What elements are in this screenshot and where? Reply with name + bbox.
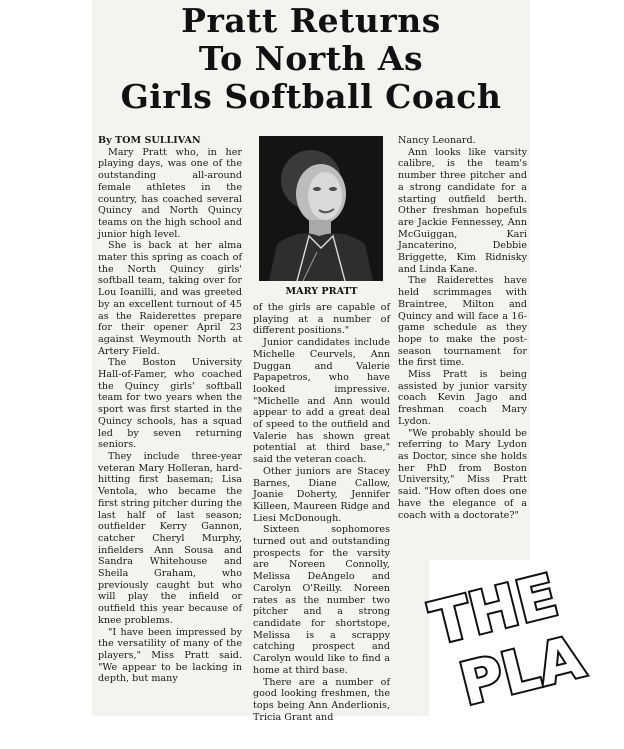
ad-lettering — [423, 560, 591, 719]
paragraph: of the girls are capable of playing at a number of different positions." — [253, 302, 390, 337]
paragraph: The Boston University Hall-of-Famer, who coached the Quincy girls' softball team for two years when the sport was first started in the Quincy schools, has a squad led by seven returning seniors. — [98, 357, 242, 451]
portrait-photo — [259, 136, 383, 281]
paragraph: Ann looks like varsity calibre, is the team's number three pitcher and a strong candidate for a starting outfield berth. Other freshman hopefuls are Jackie Fennessey, Ann McGuiggan, Kari Jancaterino, Debbie Briggette, Kim Ridnisky and Linda Kane. — [398, 146, 527, 275]
ad-word-1: THE — [423, 561, 565, 658]
paragraph: Mary Pratt who, in her playing days, was one of the outstanding all-around female athletes in the country, has coached several Quincy and North Quincy teams on the high school and junior high level. — [98, 146, 242, 240]
article-column-2 — [253, 302, 390, 723]
paragraph: There are a number of good looking freshmen, the tops being Ann Anderlionis, Tricia Grant and — [253, 676, 390, 723]
paragraph: Miss Pratt is being assisted by junior varsity coach Kevin Jago and freshman coach Mary Lydon. — [398, 369, 527, 427]
headline-line: To North As — [198, 39, 424, 78]
paragraph: The Raiderettes have held scrimmages with Braintree, Milton and Quincy and will face a 16-game schedule as they hope to make the post-season tournament for the first time. — [398, 275, 527, 369]
paragraph: She is back at her alma mater this spring as coach of the North Quincy girls' softball team, taking over for Lou Ioanilli, and was greeted by an excellent turnout of 45 as the Raiderettes prepare for their opener April 23 against Weymouth North at Artery Field. — [98, 240, 242, 357]
paragraph: "I have been impressed by the versatility of many of the players," Miss Pratt said. "We appear to be lacking in depth, but many — [98, 626, 242, 685]
article-column-1 — [98, 135, 242, 685]
paragraph: Junior candidates include Michelle Ceurvels, Ann Duggan and Valerie Papapetros, who have looked impressive. "Michelle and Ann would appear to add a great deal of speed to the outfield and Valerie has shown great potential at third base," said the veteran coach. — [253, 337, 390, 466]
ad-word-2: PLA — [453, 622, 591, 719]
paragraph: Sixteen sophomores turned out and outstanding prospects for the varsity are Noreen Connolly, Melissa DeAngelo and Carolyn O'Reilly. Noreen rates as the number two pitcher and a strong candidate for shortstope, Melissa is a scrappy catching prospect and Carolyn would like to find a home at third base. — [253, 524, 390, 676]
headline-line: Girls Softball Coach — [120, 77, 502, 116]
paragraph: Nancy Leonard. — [398, 135, 476, 146]
paragraph: "We probably should be referring to Mary Lydon as Doctor, since she holds her PhD from Boston University," Miss Pratt said. "How often does one have the elegance of a coach with a doctorate?" — [398, 427, 527, 521]
portrait-image — [259, 136, 383, 281]
paragraph: They include three-year veteran Mary Holleran, hard-hitting first baseman; Lisa Ventola, who became the first string pitcher during the last half of last season; outfielder Kerry Gannon, catcher Cheryl Murphy, infielders Ann Sousa and Sandra Whitehouse and Sheila Graham, who previously caught but who will play the infield or outfield this year because of knee problems. — [98, 450, 242, 626]
paragraph: Other juniors are Stacey Barnes, Diane Callow, Joanie Doherty, Jennifer Killeen, Maureen Ridge and Liesi McDonough. — [253, 465, 390, 524]
article-column-3 — [398, 135, 527, 521]
headline — [92, 2, 530, 116]
photo-caption: MARY PRATT — [285, 286, 358, 297]
newspaper-clipping — [92, 0, 591, 723]
adjacent-ad-fragment — [423, 560, 591, 719]
byline: By TOM SULLIVAN — [98, 135, 201, 146]
headline-line: Pratt Returns — [181, 1, 441, 40]
